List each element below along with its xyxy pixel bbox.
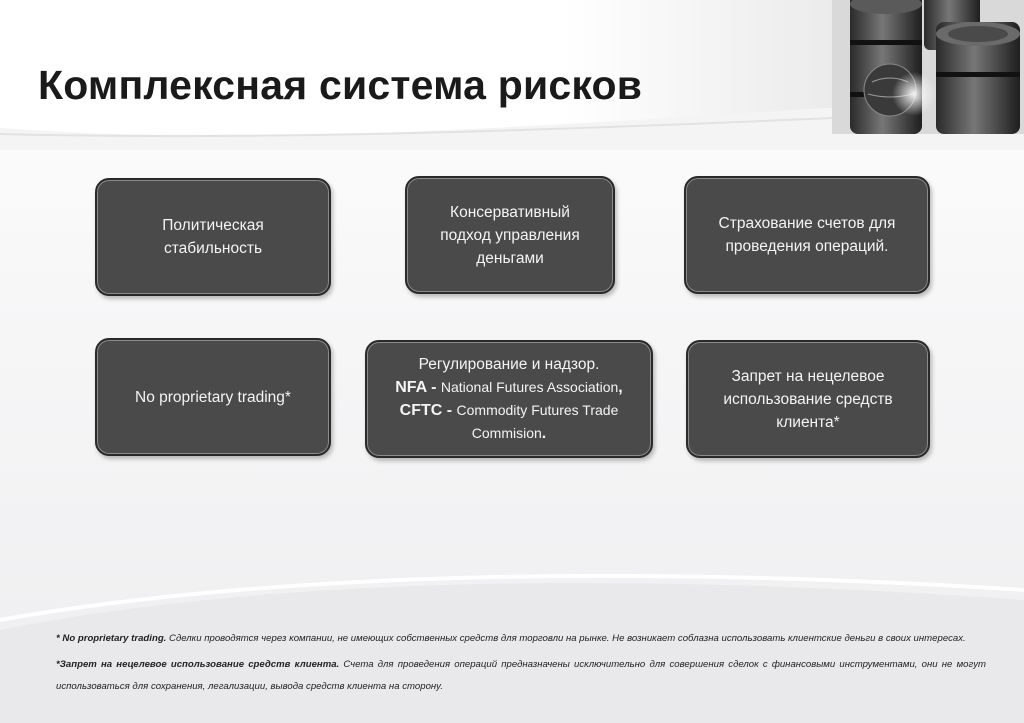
- oil-barrels-image: [832, 0, 1024, 134]
- footnote-1-term: * No proprietary trading.: [56, 633, 167, 644]
- box-political-stability-text: Политическая стабильность: [162, 217, 264, 257]
- footnote-2-term: *Запрет на нецелевое использование средств клиента.: [56, 659, 340, 670]
- slide-title: Комплексная система рисков: [38, 62, 643, 108]
- footnote-2-text: Счета для проведения операций предназначены исключительно для совершения сделок с финансовыми инструментами, они не могут использоваться для сохранения, легализации, вывода средств клиента на сторону.: [56, 659, 987, 692]
- box-account-insurance: [684, 176, 930, 294]
- cftc-sep: -: [442, 401, 457, 419]
- box-no-proprietary: [95, 338, 331, 456]
- regulation-line1: Регулирование и надзор.: [418, 355, 600, 373]
- box-conservative-approach: [405, 176, 615, 294]
- box-regulation: [365, 340, 653, 458]
- footnote-1-text: Сделки проводятся через компании, не имеющих собственных средств для торговли на рынке. Не возникает соблазна использовать клиентские деньги в своих интересах.: [166, 633, 966, 644]
- box-account-insurance-text: Страхование счетов для проведения операций.: [718, 215, 896, 255]
- footnotes: [56, 628, 986, 702]
- box-regulation-text: [381, 354, 637, 445]
- nfa-sep: -: [426, 378, 441, 396]
- cftc-end: .: [541, 424, 547, 442]
- cftc-name: Commodity Futures Trade Commision: [456, 401, 619, 441]
- box-no-proprietary-text: No proprietary trading*: [135, 388, 291, 406]
- box-misuse-ban: [686, 340, 930, 458]
- nfa-abbr: NFA: [395, 378, 427, 396]
- box-political-stability: [95, 178, 331, 296]
- footnote-misuse-ban: [56, 654, 986, 698]
- nfa-end: ,: [618, 378, 623, 396]
- footnote-no-proprietary: [56, 628, 986, 650]
- box-misuse-ban-text: Запрет на нецелевое использование средств клиента*: [723, 367, 893, 431]
- cftc-abbr: CFTC: [399, 401, 443, 419]
- nfa-name: National Futures Association: [440, 378, 619, 395]
- box-conservative-approach-text: Консервативный подход управления деньгами: [440, 203, 580, 267]
